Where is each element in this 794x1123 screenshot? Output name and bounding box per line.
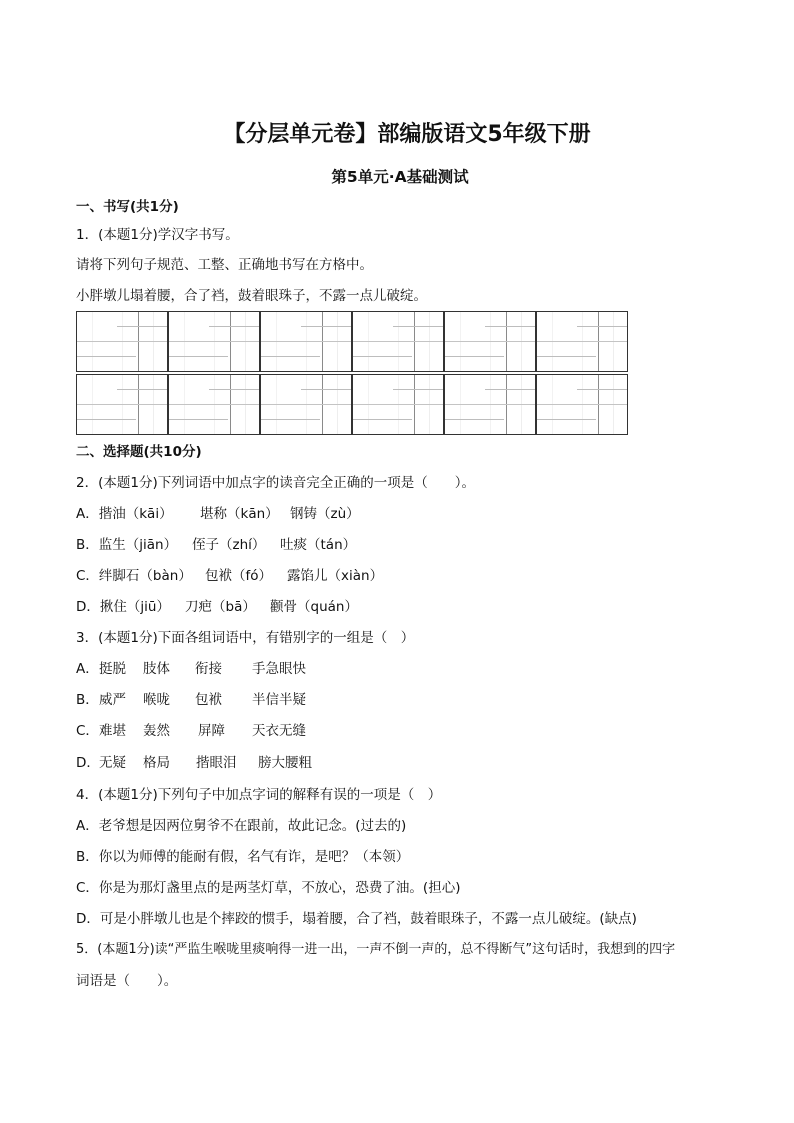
option-label: B．监生（jiān）	[76, 537, 178, 553]
option-item: 露馅儿（xiàn）	[287, 568, 384, 584]
option-item: 轰然	[143, 723, 170, 739]
question-2-option-c	[76, 567, 384, 585]
question-2-option-a	[76, 505, 360, 523]
grid-guide-line	[301, 389, 351, 390]
grid-guide-line	[393, 389, 443, 390]
grid-guide-line	[117, 326, 167, 327]
grid-guide-line	[353, 419, 412, 420]
option-item: 天衣无缝	[252, 723, 306, 739]
grid-guide-line	[301, 326, 351, 327]
writing-grid-row-2	[76, 374, 628, 435]
option-item: 格局	[143, 755, 170, 771]
grid-guide-line	[209, 326, 259, 327]
option-item: 刀疤（bā）	[185, 599, 256, 615]
option-label: C．绊脚石（bàn）	[76, 568, 192, 584]
grid-guide-line	[445, 404, 535, 405]
option-item: 屏障	[198, 723, 225, 739]
question-5-stem-line-2: 词语是（ ）。	[76, 973, 178, 989]
grid-guide-line	[169, 356, 228, 357]
section-heading-choice: 二、选择题(共10分)	[76, 444, 202, 460]
question-1-stem: 1．(本题1分)学汉字书写。	[76, 227, 239, 243]
option-item: 吐痰（tán）	[280, 537, 357, 553]
question-3-stem: 3．(本题1分)下面各组词语中，有错别字的一组是（ ）	[76, 630, 415, 646]
option-item: 膀大腰粗	[258, 755, 312, 771]
grid-guide-line	[261, 419, 320, 420]
grid-guide-line	[261, 356, 320, 357]
grid-guide-line	[577, 389, 627, 390]
question-3-option-c	[76, 722, 306, 740]
writing-grid-cell[interactable]	[444, 374, 536, 435]
option-item: 钢铸（zù）	[290, 506, 360, 522]
option-label: C．	[76, 723, 99, 739]
grid-guide-line	[77, 419, 136, 420]
option-item: 包袱（fó）	[205, 568, 273, 584]
grid-guide-line	[445, 356, 504, 357]
grid-guide-line	[169, 419, 228, 420]
question-2-option-d	[76, 598, 358, 616]
grid-guide-line	[537, 404, 627, 405]
option-item: 侄子（zhí）	[192, 537, 266, 553]
writing-grid-cell[interactable]	[76, 374, 168, 435]
grid-guide-line	[353, 404, 443, 405]
question-4-stem: 4．(本题1分)下列句子中加点字词的解释有误的一项是（ ）	[76, 787, 442, 803]
option-label: A．	[76, 661, 99, 677]
grid-guide-line	[261, 341, 351, 342]
grid-guide-line	[485, 389, 535, 390]
option-item: 堪称（kān）	[200, 506, 279, 522]
question-4-option-b: B．你以为师傅的能耐有假，名气有诈，是吧？（本领）	[76, 849, 410, 865]
option-item: 挺脱	[99, 661, 126, 677]
option-item: 喉咙	[143, 692, 170, 708]
question-4-option-d: D．可是小胖墩儿也是个摔跤的惯手，塌着腰，合了裆，鼓着眼珠子，不露一点儿破绽。(缺点)	[76, 911, 637, 927]
writing-grid-cell[interactable]	[260, 374, 352, 435]
grid-guide-line	[445, 419, 504, 420]
question-4-option-a: A．老爷想是因两位舅爷不在跟前，故此记念。(过去的)	[76, 818, 407, 834]
option-item: 颧骨（quán）	[270, 599, 358, 615]
writing-grid-cell[interactable]	[444, 311, 536, 372]
writing-grid-row-1	[76, 311, 628, 372]
option-label: B．	[76, 692, 99, 708]
grid-guide-line	[169, 404, 259, 405]
writing-grid-cell[interactable]	[536, 311, 628, 372]
question-2-stem: 2．(本题1分)下列词语中加点字的读音完全正确的一项是（ ）。	[76, 475, 475, 491]
grid-guide-line	[485, 326, 535, 327]
question-2-option-b	[76, 536, 357, 554]
writing-grid-cell[interactable]	[352, 311, 444, 372]
question-3-option-d	[76, 754, 312, 772]
option-item: 无疑	[99, 755, 126, 771]
writing-grid-cell[interactable]	[168, 374, 260, 435]
option-label: D．	[76, 755, 100, 771]
grid-guide-line	[537, 356, 596, 357]
grid-guide-line	[353, 341, 443, 342]
option-label: A．揩油（kāi）	[76, 506, 173, 522]
grid-guide-line	[77, 404, 167, 405]
writing-grid-cell[interactable]	[536, 374, 628, 435]
grid-guide-line	[117, 389, 167, 390]
grid-guide-line	[169, 341, 259, 342]
writing-grid-cell[interactable]	[260, 311, 352, 372]
section-heading-writing: 一、书写(共1分)	[76, 199, 179, 215]
option-item: 难堪	[99, 723, 126, 739]
option-item: 衔接	[195, 661, 222, 677]
grid-guide-line	[209, 389, 259, 390]
grid-guide-line	[393, 326, 443, 327]
option-label: D．揪住（jiū）	[76, 599, 170, 615]
option-item: 威严	[99, 692, 126, 708]
grid-guide-line	[353, 356, 412, 357]
question-4-option-c: C．你是为那灯盏里点的是两茎灯草，不放心，恐费了油。(担心)	[76, 880, 461, 896]
question-5-stem-line-1: 5．(本题1分)读“严监生喉咙里痰响得一进一出，一声不倒一声的，总不得断气”这句话时，我想到的四字	[76, 942, 676, 957]
question-1-sentence: 小胖墩儿塌着腰，合了裆，鼓着眼珠子，不露一点儿破绽。	[76, 288, 427, 304]
exam-subtitle: 第5单元·A基础测试	[331, 168, 469, 186]
option-item: 包袱	[195, 692, 222, 708]
grid-guide-line	[537, 419, 596, 420]
option-item: 揩眼泪	[196, 755, 237, 771]
question-3-option-a	[76, 660, 306, 678]
writing-grid-cell[interactable]	[168, 311, 260, 372]
option-item: 肢体	[143, 661, 170, 677]
option-item: 手急眼快	[252, 661, 306, 677]
grid-guide-line	[577, 326, 627, 327]
writing-grid-cell[interactable]	[352, 374, 444, 435]
writing-grid-cell[interactable]	[76, 311, 168, 372]
grid-guide-line	[77, 356, 136, 357]
option-item: 半信半疑	[252, 692, 306, 708]
grid-guide-line	[537, 341, 627, 342]
grid-guide-line	[261, 404, 351, 405]
exam-title: 【分层单元卷】部编版语文5年级下册	[223, 122, 591, 147]
grid-guide-line	[77, 341, 167, 342]
question-3-option-b	[76, 691, 306, 709]
grid-guide-line	[445, 341, 535, 342]
question-1-instruction: 请将下列句子规范、工整、正确地书写在方格中。	[76, 257, 373, 273]
